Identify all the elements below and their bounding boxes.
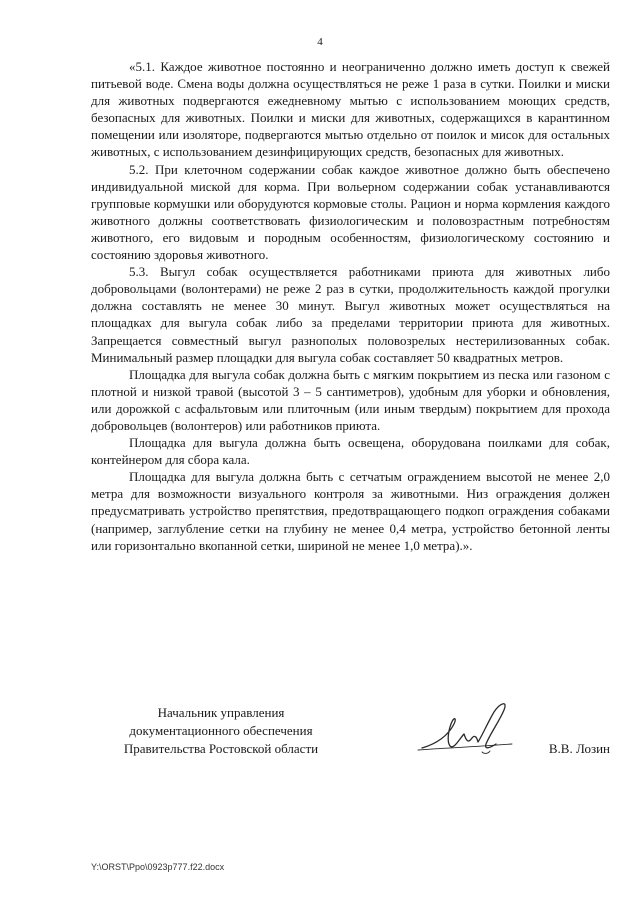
signer-position — [91, 704, 351, 758]
signer-position-line: документационного обеспечения — [129, 723, 313, 738]
paragraph-5-2: 5.2. При клеточном содержании собак каждое животное должно быть обеспечено индивидуальной миской для корма. При вольерном содержании собак устанавливаются групповые кормушки или оборудуются кормовые столы. Рацион и норма кормления каждого животного должны соответствовать физиологическим и половозрастным потребностям животного, его видовым и породным особенностям, физиологическому состоянию и состоянию здоровья животного. — [91, 161, 610, 263]
paragraph-fence: Площадка для выгула должна быть с сетчатым ограждением высотой не менее 2,0 метра для возможности визуального контроля за животными. Низ ограждения должен предусматривать устройство препятствия, предотвращающего подкоп ограждения собаками (например, заглубление сетки на глубину не менее 0,4 метра, устройство бетонной ленты или горизонтально вкопанной сетки, шириной не менее 1,0 метра).». — [91, 469, 610, 553]
signer-position-line: Правительства Ростовской области — [123, 741, 319, 756]
paragraph-5-1: «5.1. Каждое животное постоянно и неограниченно должно иметь доступ к свежей питьевой воде. Смена воды должна осуществляться не реже 1 раза в сутки. Поилки и миски для животных подвергаются ежедневному мытью с использованием моющих средств, безопасных для животных. Поилки и миски для животных, содержащихся в карантинном помещении или изоляторе, подвергаются мытью отдельно от поилок и мисок для остальных животных, с использованием дезинфицирующих средств, безопасных для животных. — [91, 59, 610, 160]
file-path: Y:\ORST\Ppo\0923p777.f22.docx — [91, 862, 225, 872]
page-number: 4 — [317, 36, 323, 48]
signer-name: В.В. Лозин — [548, 741, 610, 756]
document-body — [91, 58, 610, 554]
signer-position-line: Начальник управления — [157, 705, 285, 720]
signature-block — [91, 704, 610, 764]
paragraph-5-3: 5.3. Выгул собак осуществляется работниками приюта для животных либо добровольцами (волонтерами) не реже 2 раз в сутки, продолжительность каждой прогулки должна составлять не менее 30 минут. Выгул животных может осуществляться на площадках для выгула собак либо за пределами территории приюта для животных. Запрещается совместный выгул разнополых половозрелых нестерилизованных собак. Минимальный размер площадки для выгула собак составляет 50 квадратных метров. — [91, 264, 610, 365]
handwritten-signature — [414, 698, 524, 760]
paragraph-lighting: Площадка для выгула должна быть освещена, оборудована поилками для собак, контейнером для сбора кала. — [91, 435, 610, 468]
paragraph-surface: Площадка для выгула собак должна быть с мягким покрытием из песка или газоном с плотной и низкой травой (высотой 3 – 5 сантиметров), удобным для уборки и обновления, или дорожкой с асфальтовым или плиточным (или иным твердым) покрытием для прохода добровольцев (волонтеров) или работников приюта. — [91, 366, 610, 433]
